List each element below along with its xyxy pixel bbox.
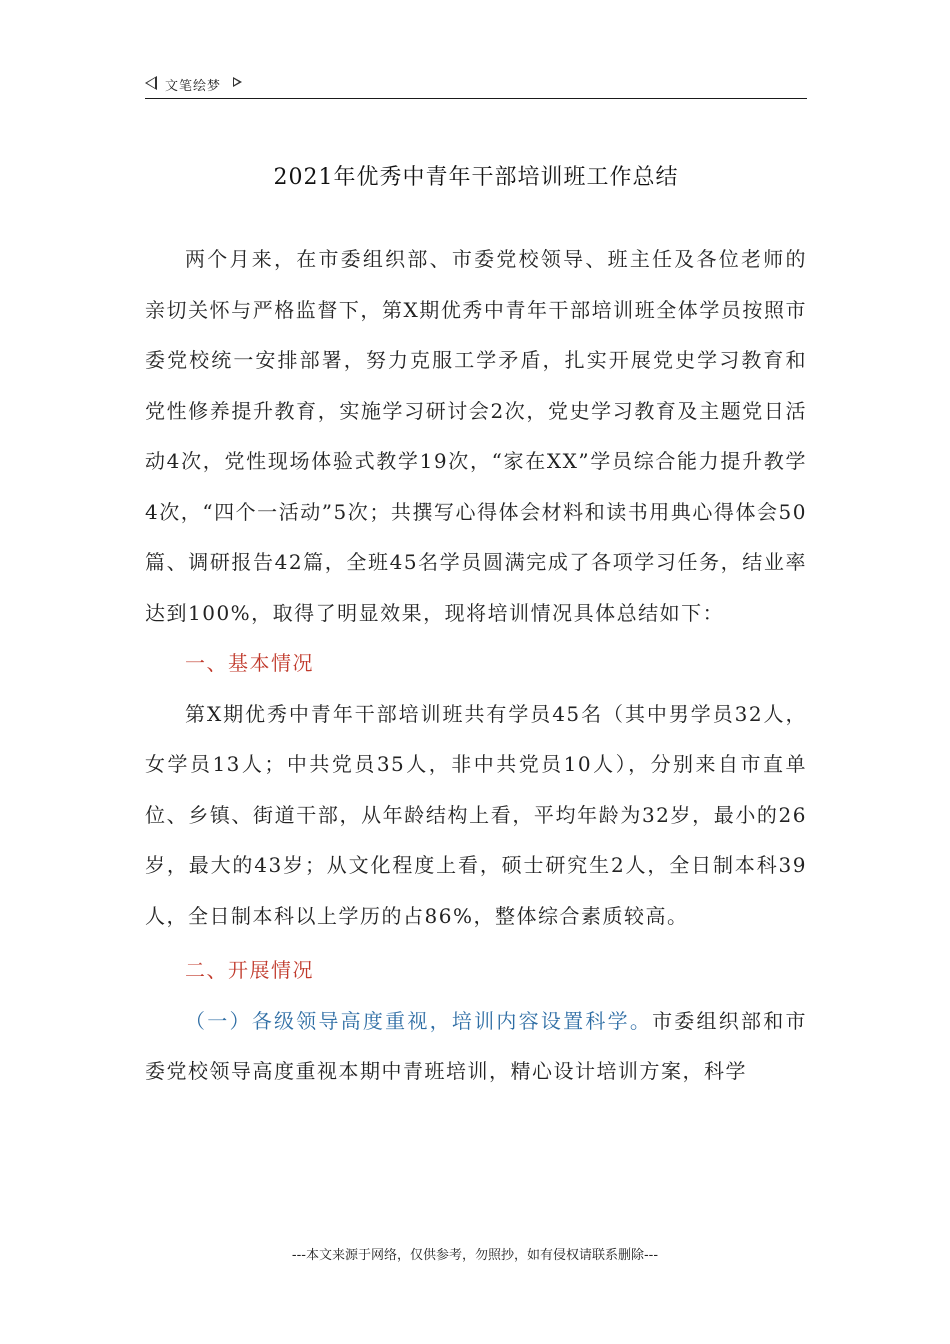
subsection-body: 市委组织部和市委党校领导高度重视本期中青班培训，精心设计培训方案，科学 <box>145 1008 808 1083</box>
subsection-heading: （一）各级领导高度重视，培训内容设置科学。 <box>185 1008 653 1033</box>
section-basic-paragraph: 第X期优秀中青年干部培训班共有学员45名（其中男学员32人，女学员13人；中共党员35人，非中共党员10人），分别来自市直单位、乡镇、街道干部，从年龄结构上看，平均年龄为32岁，最小的26岁，最大的43岁；从文化程度上看，硕士研究生2人，全日制本科39人，全日制本科以上学历的占86%，整体综合素质较高。 <box>145 701 807 928</box>
document-title: 2021年优秀中青年干部培训班工作总结 <box>273 165 679 190</box>
intro-paragraph: 两个月来，在市委组织部、市委党校领导、班主任及各位老师的亲切关怀与严格监督下，第X期优秀中青年干部培训班全体学员按照市委党校统一安排部署，努力克服工学矛盾，扎实开展党史学习教育和党性修养提升教育，实施学习研讨会2次，党史学习教育及主题党日活动4次，党性现场体验式教学19次，“家在XX”学员综合能力提升教学4次，“四个一活动”5次；共撰写心得体会材料和读书用典心得体会50篇、调研报告42篇，全班45名学员圆满完成了各项学习任务，结业率达到100%，取得了明显效果，现将培训情况具体总结如下： <box>145 247 807 625</box>
section-heading-progress: 二、开展情况 <box>185 958 314 982</box>
subsection-paragraph <box>145 996 807 1097</box>
header-logo-text: 文笔绘梦 <box>165 79 222 94</box>
page-header <box>145 72 807 99</box>
triangle-left-icon <box>145 76 157 90</box>
section-heading-basic: 一、基本情况 <box>185 651 314 675</box>
document-body <box>145 234 807 1097</box>
footer-disclaimer: ---本文来源于网络，仅供参考，勿照抄，如有侵权请联系删除--- <box>291 1248 659 1263</box>
triangle-right-icon <box>233 77 242 87</box>
